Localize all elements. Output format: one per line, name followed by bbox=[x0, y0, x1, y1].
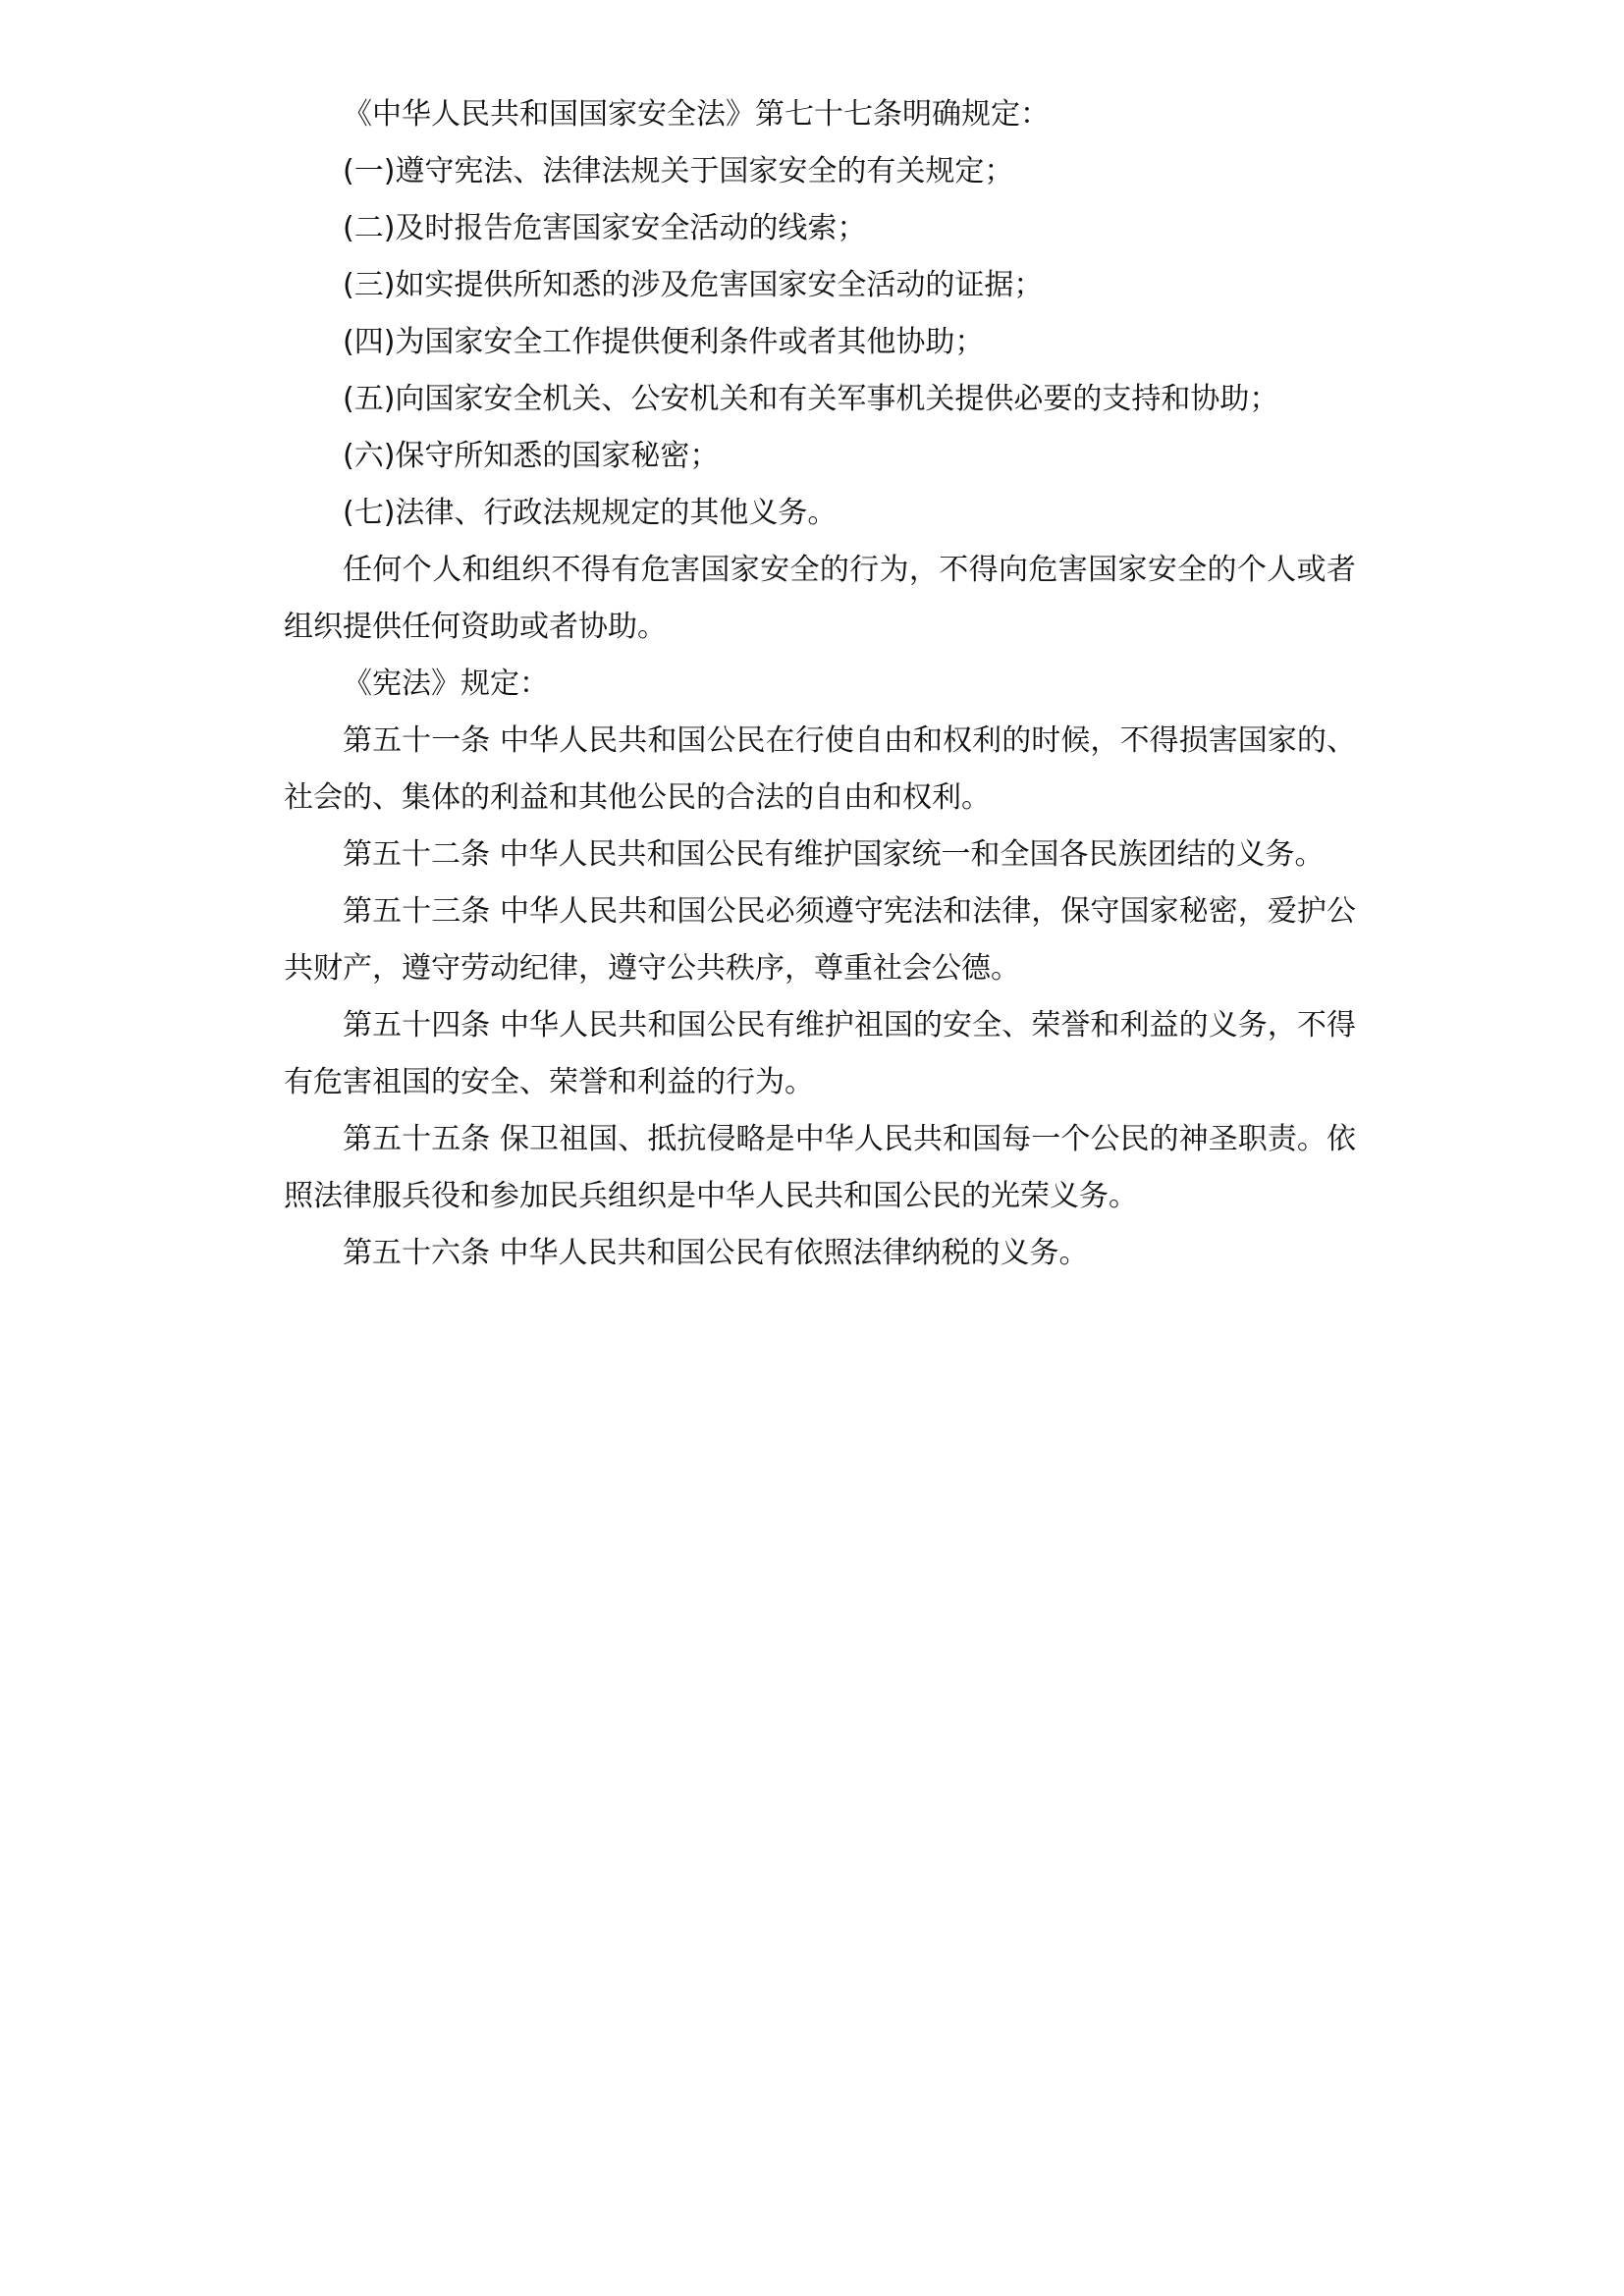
nsl-item-6: (六)保守所知悉的国家秘密； bbox=[343, 439, 720, 473]
nsl-item-3: (三)如实提供所知悉的涉及危害国家安全活动的证据； bbox=[343, 268, 1044, 302]
constitution-intro-paragraph: 《宪法》规定： bbox=[343, 667, 549, 701]
article-52: 第五十二条 中华人民共和国公民有维护国家统一和全国各民族团结的义务。 bbox=[343, 837, 1325, 872]
nsl-closing-paragraph: 任何个人和组织不得有危害国家安全的行为，不得向危害国家安全的个人或者组织提供任何资助或者协助。 bbox=[284, 553, 1356, 644]
article-53: 第五十三条 中华人民共和国公民必须遵守宪法和法律，保守国家秘密，爱护公共财产，遵守劳动纪律，遵守公共秩序，尊重社会公德。 bbox=[284, 894, 1356, 986]
article-55: 第五十五条 保卫祖国、抵抗侵略是中华人民共和国每一个公民的神圣职责。依照法律服兵役和参加民兵组织是中华人民共和国公民的光荣义务。 bbox=[284, 1122, 1356, 1213]
nsl-item-2: (二)及时报告危害国家安全活动的线索； bbox=[343, 211, 867, 245]
nsl-item-1: (一)遵守宪法、法律法规关于国家安全的有关规定； bbox=[343, 154, 1014, 188]
nsl-item-7: (七)法律、行政法规规定的其他义务。 bbox=[343, 496, 838, 530]
nsl-item-4: (四)为国家安全工作提供便利条件或者其他协助； bbox=[343, 325, 985, 359]
article-56: 第五十六条 中华人民共和国公民有依照法律纳税的义务。 bbox=[343, 1236, 1089, 1270]
article-51: 第五十一条 中华人民共和国公民在行使自由和权利的时候，不得损害国家的、社会的、集体的利益和其他公民的合法的自由和权利。 bbox=[284, 723, 1356, 815]
nsl-item-5: (五)向国家安全机关、公安机关和有关军事机关提供必要的支持和协助； bbox=[343, 382, 1279, 416]
document-body bbox=[284, 86, 1356, 1282]
article-54: 第五十四条 中华人民共和国公民有维护祖国的安全、荣誉和利益的义务，不得有危害祖国的安全、荣誉和利益的行为。 bbox=[284, 1008, 1356, 1099]
nsl-intro-paragraph: 《中华人民共和国国家安全法》第七十七条明确规定： bbox=[343, 97, 1050, 132]
